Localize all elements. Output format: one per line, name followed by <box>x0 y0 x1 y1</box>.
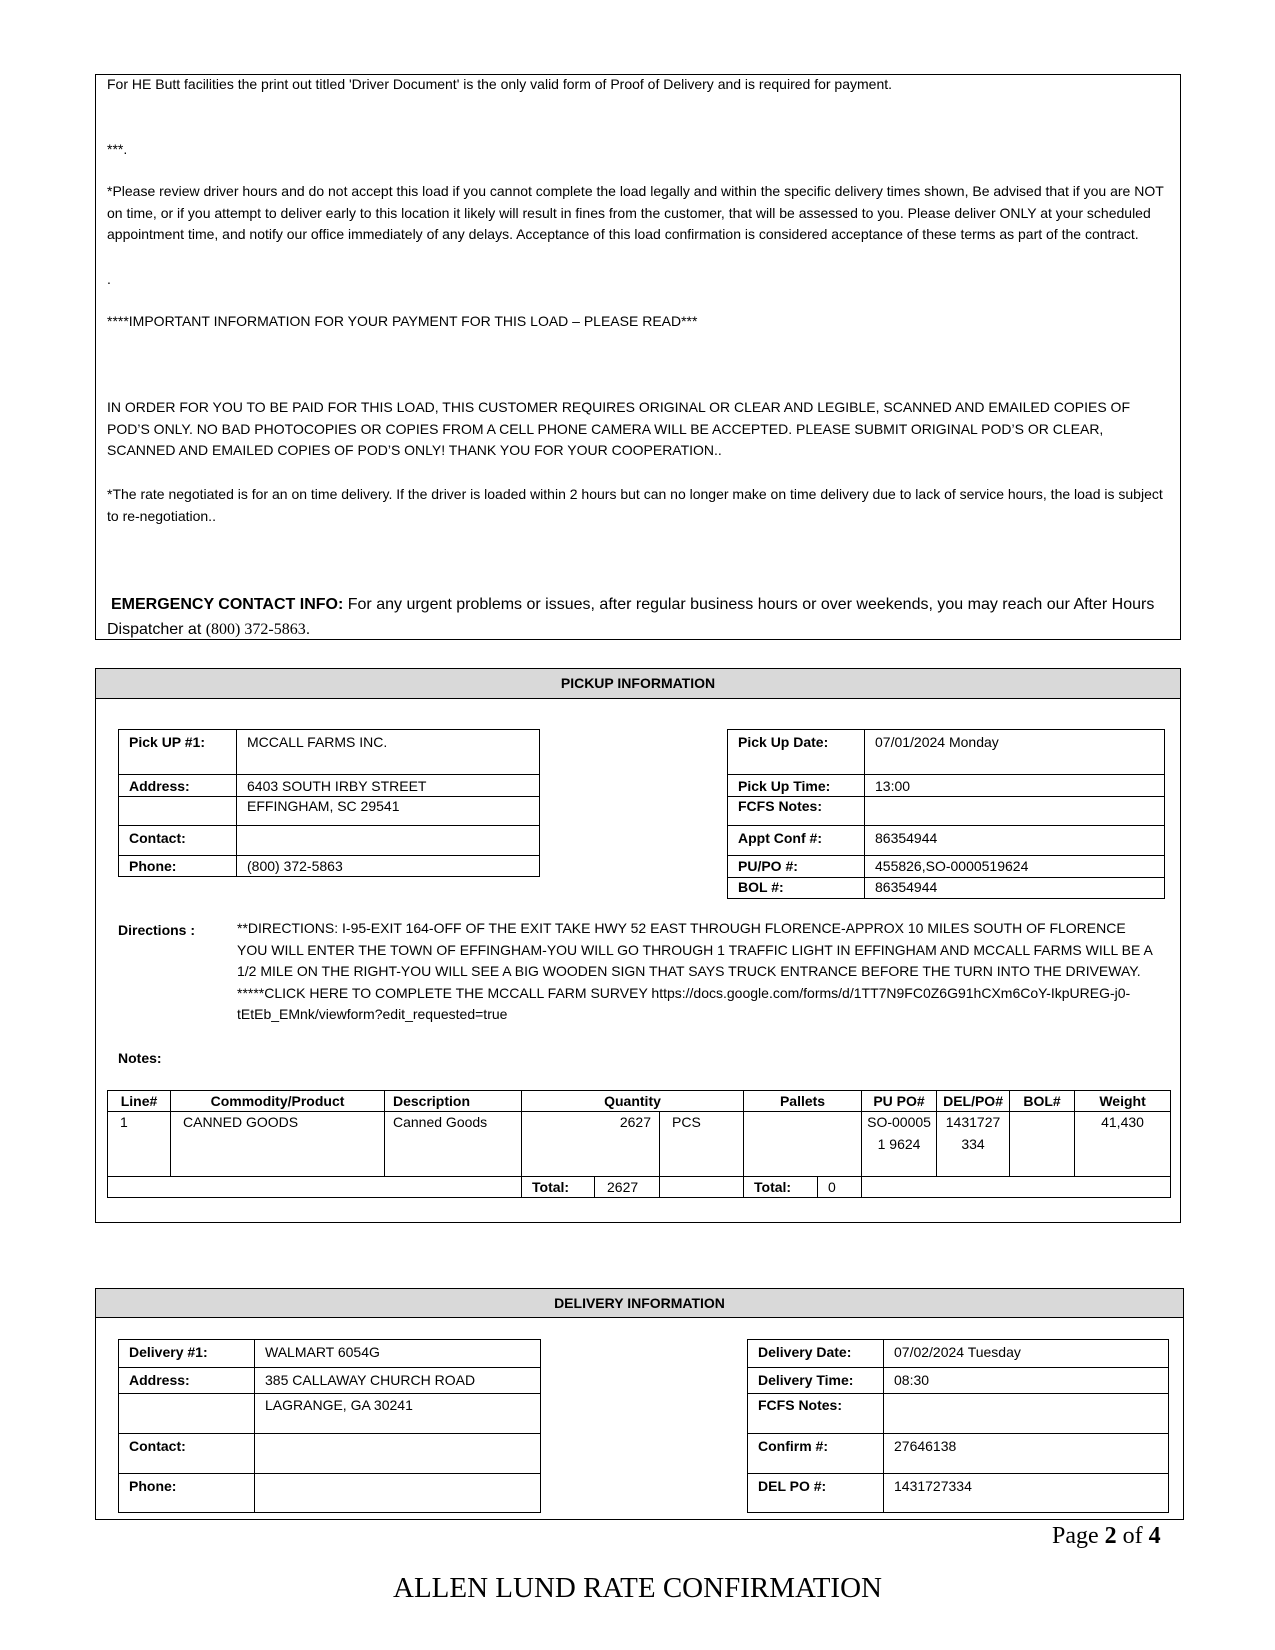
total-qty-label: Total: <box>522 1177 595 1198</box>
col-line: Line# <box>108 1091 171 1112</box>
delivery-contact-value <box>255 1434 541 1474</box>
delivery-fcfs-label: FCFS Notes: <box>748 1394 884 1434</box>
pod-notice: IN ORDER FOR YOU TO BE PAID FOR THIS LOAD, THIS CUSTOMER REQUIRES ORIGINAL OR CLEAR AND LEGIBLE, SCANNED AND EMAILED COPIES OF POD’S ONLY. NO BAD PHOTOCOPIES OR COPIES FROM A CELL PHONE CAMERA WILL BE ACCEPTED. PLEASE SUBMIT ORIGINAL POD’S OR CLEAR, SCANNED AND EMAILED COPIES OF POD’S ONLY! THANK YOU FOR YOUR COOPERATION.. <box>107 399 1130 459</box>
delivery-address-label: Address: <box>119 1368 255 1394</box>
row-description: Canned Goods <box>385 1112 522 1177</box>
delivery-date-value: 07/02/2024 Tuesday <box>884 1340 1169 1368</box>
pickup-date-label: Pick Up Date: <box>728 730 865 775</box>
delivery-date-label: Delivery Date: <box>748 1340 884 1368</box>
col-pupo: PU PO# <box>862 1091 937 1112</box>
delivery-address-blank <box>119 1394 255 1434</box>
heb-notice: For HE Butt facilities the print out titled 'Driver Document' is the only valid form of Proof of Delivery and is required for payment. <box>107 76 893 92</box>
col-description: Description <box>385 1091 522 1112</box>
pickup-time-value: 13:00 <box>865 775 1165 797</box>
emergency-phone: (800) 372-5863 <box>205 621 306 638</box>
total-qty-value: 2627 <box>595 1177 660 1198</box>
delivery-time-label: Delivery Time: <box>748 1368 884 1394</box>
pickup-pupo-label: PU/PO #: <box>728 856 865 878</box>
row-unit: PCS <box>660 1112 744 1177</box>
pickup-bol-value: 86354944 <box>865 878 1165 899</box>
pickup-address-line1: 6403 SOUTH IRBY STREET <box>237 775 540 797</box>
delivery-confirm-label: Confirm #: <box>748 1434 884 1474</box>
total-pallets-value: 0 <box>818 1177 862 1198</box>
delivery-time-value: 08:30 <box>884 1368 1169 1394</box>
directions-text: **DIRECTIONS: I-95-EXIT 164-OFF OF THE EXIT TAKE HWY 52 EAST THROUGH FLORENCE-APPROX 10 MILES SOUTH OF FLORENCE YOU WILL ENTER THE TOWN OF EFFINGHAM-YOU WILL GO THROUGH 1 TRAFFIC LIGHT IN EFFINGHAM AND MCCALL FARMS WILL BE A 1/2 MILE ON THE RIGHT-YOU WILL SEE A BIG WOODEN SIGN THAT SAYS TRUCK ENTRANCE BEFORE THE TURN INTO THE DRIVEWAY. *****CLICK HERE TO COMPLETE THE MCCALL FARM SURVEY https://docs.google.com/forms/d/1TT7N9FC0Z6G91hCXm6CoY-IkpUREG-j0-tEtEb_EMnk/viewform?edit_requested=true <box>237 920 1153 1023</box>
pickup-phone-label: Phone: <box>119 856 237 877</box>
row-delpo: 1431727 334 <box>937 1112 1010 1177</box>
col-commodity: Commodity/Product <box>171 1091 385 1112</box>
row-qty: 2627 <box>522 1112 660 1177</box>
emergency-end: . <box>305 621 311 638</box>
page-of: of <box>1122 1523 1143 1549</box>
delivery-right-table <box>747 1339 1169 1513</box>
delivery-delpo-value: 1431727334 <box>884 1474 1169 1513</box>
notes-label: Notes: <box>118 1050 162 1066</box>
pickup-fcfs-value <box>865 797 1165 826</box>
pickup-appt-value: 86354944 <box>865 826 1165 856</box>
notice-box <box>95 74 1181 640</box>
important-heading: ****IMPORTANT INFORMATION FOR YOUR PAYMENT FOR THIS LOAD – PLEASE READ*** <box>107 313 698 329</box>
driver-hours-notice: *Please review driver hours and do not accept this load if you cannot complete the load legally and within the specific delivery times shown, Be advised that if you are NOT on time, or if you attempt to deliver early to this location it likely will result in fines from the customer, that will be assessed to you. Please deliver ONLY at your scheduled appointment time, and notify our office immediately of any delays. Acceptance of this load confirmation is considered acceptance of these terms as part of the contract. <box>107 183 1164 243</box>
row-line: 1 <box>108 1112 171 1177</box>
delivery-contact-label: Contact: <box>119 1434 255 1474</box>
row-pallets <box>744 1112 862 1177</box>
col-quantity: Quantity <box>522 1091 744 1112</box>
row-commodity: CANNED GOODS <box>171 1112 385 1177</box>
rate-notice: *The rate negotiated is for an on time delivery. If the driver is loaded within 2 hours but can no longer make on time delivery due to lack of service hours, the load is subject to re-negotiation.. <box>107 486 1163 524</box>
emergency-contact <box>107 592 1174 642</box>
page-current: 2 <box>1104 1523 1117 1549</box>
row-weight: 41,430 <box>1075 1112 1171 1177</box>
col-pallets: Pallets <box>744 1091 862 1112</box>
emergency-label: EMERGENCY CONTACT INFO: <box>111 596 344 613</box>
delivery-address-line2: LAGRANGE, GA 30241 <box>255 1394 541 1434</box>
pickup-label: Pick UP #1: <box>119 730 237 775</box>
page-total: 4 <box>1148 1523 1161 1549</box>
pickup-phone-value: (800) 372-5863 <box>237 856 540 877</box>
total-pallets-label: Total: <box>744 1177 818 1198</box>
col-bol: BOL# <box>1010 1091 1075 1112</box>
col-weight: Weight <box>1075 1091 1171 1112</box>
delivery-delpo-label: DEL PO #: <box>748 1474 884 1513</box>
delivery-address-line1: 385 CALLAWAY CHURCH ROAD <box>255 1368 541 1394</box>
table-row <box>108 1112 1171 1177</box>
page-number <box>1052 1523 1161 1550</box>
page-word: Page <box>1052 1523 1099 1549</box>
directions-label: Directions : <box>118 922 196 938</box>
delivery-value: WALMART 6054G <box>255 1340 541 1368</box>
commodity-table <box>107 1090 1171 1198</box>
pickup-date-value: 07/01/2024 Monday <box>865 730 1165 775</box>
pickup-left-table <box>118 729 540 877</box>
delivery-header: DELIVERY INFORMATION <box>96 1289 1183 1318</box>
pickup-time-label: Pick Up Time: <box>728 775 865 797</box>
delivery-phone-value <box>255 1474 541 1513</box>
total-unit-blank <box>660 1177 744 1198</box>
stars-line: ***. <box>107 141 128 157</box>
pickup-appt-label: Appt Conf #: <box>728 826 865 856</box>
total-rest-blank <box>862 1177 1171 1198</box>
pickup-header: PICKUP INFORMATION <box>96 669 1180 699</box>
pickup-fcfs-label: FCFS Notes: <box>728 797 865 826</box>
pickup-address-line2: EFFINGHAM, SC 29541 <box>237 797 540 826</box>
pickup-bol-label: BOL #: <box>728 878 865 899</box>
pickup-value: MCCALL FARMS INC. <box>237 730 540 775</box>
pickup-address-blank <box>119 797 237 826</box>
row-pupo: SO-000051 9624 <box>862 1112 937 1177</box>
total-blank <box>108 1177 522 1198</box>
document-title: ALLEN LUND RATE CONFIRMATION <box>393 1572 882 1604</box>
delivery-phone-label: Phone: <box>119 1474 255 1513</box>
pickup-pupo-value: 455826,SO-0000519624 <box>865 856 1165 878</box>
pickup-address-label: Address: <box>119 775 237 797</box>
delivery-confirm-value: 27646138 <box>884 1434 1169 1474</box>
pickup-contact-label: Contact: <box>119 826 237 856</box>
delivery-label: Delivery #1: <box>119 1340 255 1368</box>
emergency-text: For any urgent problems or issues, after regular business hours or over weekends, you may reach our After Hours Dispatcher at <box>107 596 1155 638</box>
pickup-contact-value <box>237 826 540 856</box>
col-delpo: DEL/PO# <box>937 1091 1010 1112</box>
dot-line: . <box>107 271 111 287</box>
row-bol <box>1010 1112 1075 1177</box>
delivery-fcfs-value <box>884 1394 1169 1434</box>
pickup-right-table <box>727 729 1165 899</box>
delivery-left-table <box>118 1339 541 1513</box>
